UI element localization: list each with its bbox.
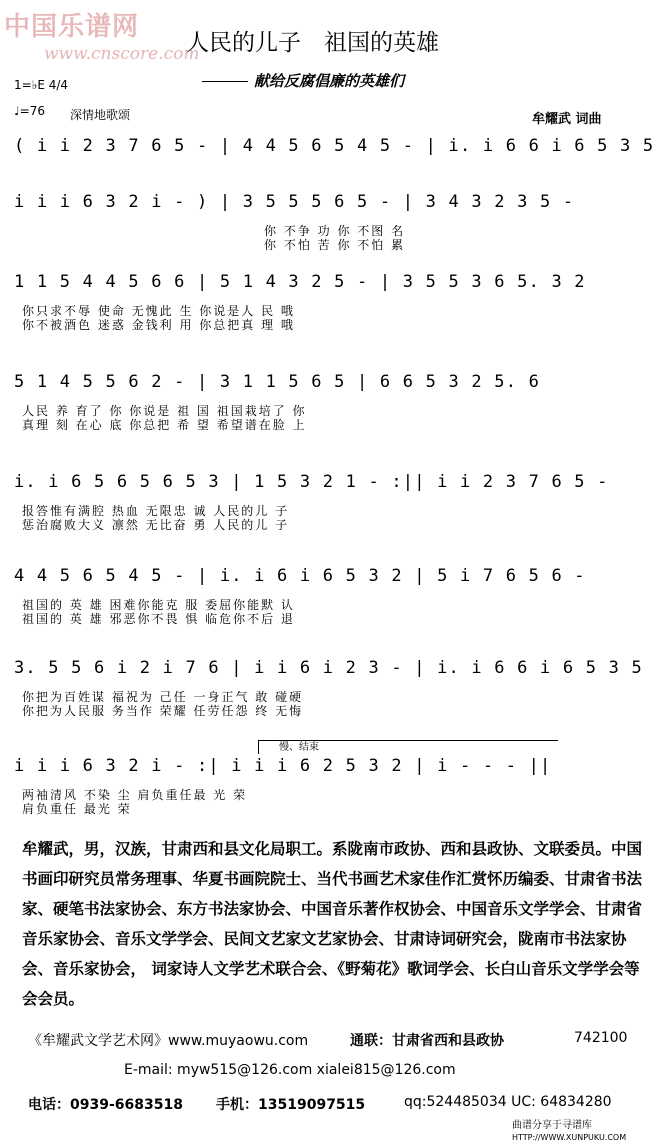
notation-line: i i i 6 3 2 i - ) | 3 5 5 5 6 5 - | 3 4 3 2 3 5 -	[14, 192, 575, 212]
author-website[interactable]: 《牟耀武文学艺术网》www.muyaowu.com	[28, 1033, 309, 1049]
watermark-logo: 中国乐谱网	[4, 12, 140, 42]
phone-number: 电话：0939-6683518	[28, 1097, 183, 1113]
notation-line: ( i i 2 3 7 6 5 - | 4 4 5 6 5 4 5 - | i. i 6 6 i 6 5 3 5	[14, 136, 655, 156]
lyrics-verse-2: 祖国的 英 雄 邪恶你不畏 惧 临危你不后 退	[22, 612, 295, 626]
notation-line: 4 4 5 6 5 4 5 - | i. i 6 i 6 5 3 2 | 5 i 7 6 5 6 -	[14, 566, 586, 586]
notation-line: 5 1 4 5 5 6 2 - | 3 1 1 5 6 5 | 6 6 5 3 2 5. 6	[14, 372, 541, 392]
qq-uc-numbers: qq:524485034 UC: 64834280	[404, 1094, 612, 1110]
footer-watermark	[512, 1120, 626, 1144]
lyrics-verse-1: 人民 养 育了 你 你说是 祖 国 祖国栽培了 你	[22, 404, 307, 418]
tempo-marking: ♩=76	[14, 104, 45, 118]
lyrics-verse-2: 你 不怕 苦 你 不怕 累	[264, 238, 406, 252]
zip-code: 742100	[574, 1030, 628, 1046]
lyrics-verse-1: 两袖清风 不染 尘 肩负重任最 光 荣	[22, 788, 248, 802]
dedication: 献给反腐倡廉的英雄们	[254, 72, 405, 90]
lyrics-verse-2: 你把为人民服 务当作 荣耀 任劳任怨 终 无悔	[22, 704, 304, 718]
notation-line: i i i 6 3 2 i - :| i i i 6 2 5 3 2 | i - - - ||	[14, 756, 552, 776]
key-signature: 1=♭E 4/4	[14, 78, 69, 92]
lyrics-verse-1: 你把为百姓谋 福祝为 己任 一身正气 敢 碰硬	[22, 690, 304, 704]
expression-marking: 深情地歌颂	[70, 108, 131, 122]
notation-line: 1 1 5 4 4 5 6 6 | 5 1 4 3 2 5 - | 3 5 5 3 6 5. 3 2	[14, 272, 586, 292]
footer-line-1: 曲谱分享于寻谱库	[512, 1120, 592, 1131]
mailing-address: 通联：甘肃省西和县政协	[350, 1033, 504, 1049]
ending-bracket	[258, 740, 558, 754]
song-title: 人民的儿子 祖国的英雄	[186, 30, 439, 56]
footer-url[interactable]: HTTP://WWW.XUNPUKU.COM	[512, 1133, 627, 1142]
ending-label: 慢、结束	[279, 742, 319, 753]
mobile-number: 手机：13519097515	[216, 1097, 366, 1113]
email-addresses[interactable]: E-mail: myw515@126.com xialei815@126.com	[124, 1062, 456, 1078]
author-bio: 牟耀武，男，汉族，甘肃西和县文化局职工。系陇南市政协、西和县政协、文联委员。中国书画印研究员常务理事、华夏书画院院士、当代书画艺术家佳作汇赏怀历编委、甘肃省书法家、硬笔书法家协会、东方书法家协会、中国音乐著作权协会、中国音乐文学学会、甘肃省音乐家协会、音乐文学学会、民间文艺家文艺家协会、甘肃诗词研究会，陇南市书法家协会、音乐家协会， 词家诗人文学艺术联合会、《野菊花》歌词学会、长白山音乐文学学会等会会员。	[22, 840, 643, 1008]
lyrics-verse-2: 真理 刻 在心 底 你总把 希 望 希望谱在脸 上	[22, 418, 307, 432]
lyrics-verse-1: 报答惟有满腔 热血 无限忠 诚 人民的儿 子	[22, 504, 290, 518]
lyrics-verse-1: 你只求不辱 使命 无愧此 生 你说是人 民 哦	[22, 304, 295, 318]
lyrics-verse-2: 肩负重任 最光 荣	[22, 802, 132, 816]
lyrics-verse-2: 你不被酒色 迷惑 金钱利 用 你总把真 理 哦	[22, 318, 295, 332]
lyrics-verse-1: 你 不争 功 你 不图 名	[264, 224, 406, 238]
dedication-dash	[202, 81, 248, 82]
lyrics-verse-1: 祖国的 英 雄 困难你能克 服 委屈你能默 认	[22, 598, 295, 612]
author-credit: 牟耀武 词曲	[532, 112, 602, 127]
notation-line: i. i 6 5 6 5 6 5 3 | 1 5 3 2 1 - :|| i i 2 3 7 6 5 -	[14, 472, 609, 492]
lyrics-verse-2: 惩治腐败大义 凛然 无比奋 勇 人民的儿 子	[22, 518, 290, 532]
watermark-url: www.cnscore.com	[44, 44, 200, 64]
notation-line: 3. 5 5 6 i 2 i 7 6 | i i 6 i 2 3 - | i. i 6 6 i 6 5 3 5	[14, 658, 643, 678]
